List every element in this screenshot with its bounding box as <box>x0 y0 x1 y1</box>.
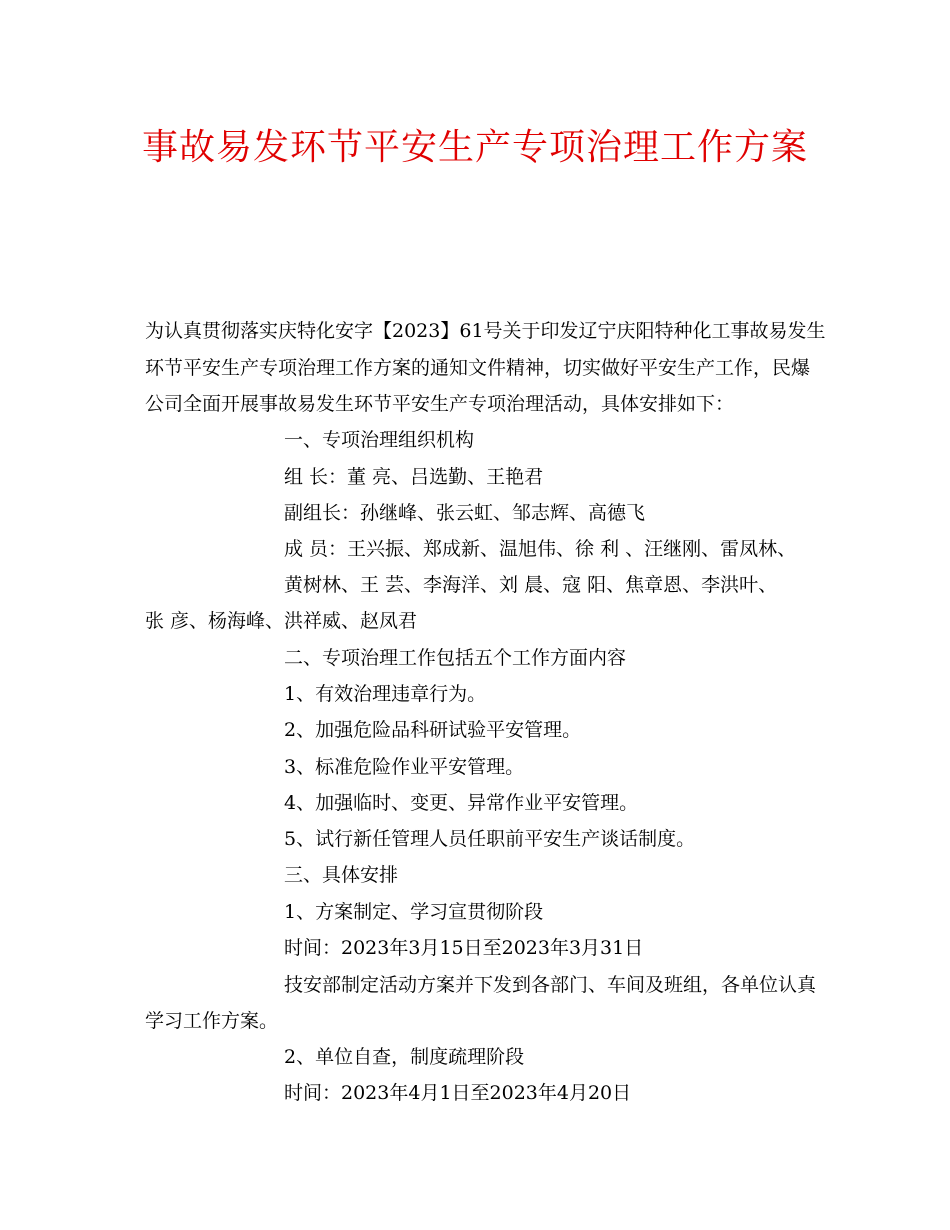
phase-2-heading: 2、单位自查，制度疏理阶段 <box>284 1046 525 1068</box>
section-heading-organization: 一、专项治理组织机构 <box>284 429 475 451</box>
group-leader-line: 组 长：董 亮、吕选勤、王艳君 <box>284 466 544 488</box>
phase-1-heading: 1、方案制定、学习宣贯彻阶段 <box>284 901 544 923</box>
work-item-5: 5、试行新任管理人员任职前平安生产谈话制度。 <box>284 828 696 850</box>
phase-1-time: 时间：2023年3月15日至2023年3月31日 <box>284 937 644 959</box>
phase-1-desc-line-2: 学习工作方案。 <box>145 1010 279 1032</box>
members-line-2: 黄树林、王 芸、李海洋、刘 晨、寇 阳、焦章恩、李洪叶、 <box>284 574 778 596</box>
work-item-2: 2、加强危险品科研试验平安管理。 <box>284 719 582 741</box>
work-item-3: 3、标准危险作业平安管理。 <box>284 756 525 778</box>
intro-line-3: 公司全面开展事故易发生环节平安生产专项治理活动，具体安排如下： <box>145 393 735 415</box>
work-item-1: 1、有效治理违章行为。 <box>284 683 487 705</box>
intro-line-1: 为认真贯彻落实庆特化安字【2023】61号关于印发辽宁庆阳特种化工事故易发生 <box>145 320 826 342</box>
document-title: 事故易发环节平安生产专项治理工作方案 <box>141 127 808 168</box>
phase-2-time: 时间：2023年4月1日至2023年4月20日 <box>284 1082 632 1104</box>
phase-1-desc-line-1: 技安部制定活动方案并下发到各部门、车间及班组，各单位认真 <box>284 974 817 996</box>
intro-line-2: 环节平安生产专项治理工作方案的通知文件精神，切实做好平安生产工作，民爆 <box>145 357 811 379</box>
members-line-3: 张 彦、杨海峰、洪祥威、赵凤君 <box>145 610 418 632</box>
section-heading-work-aspects: 二、专项治理工作包括五个工作方面内容 <box>284 647 627 669</box>
section-heading-arrangement: 三、具体安排 <box>284 864 399 886</box>
members-line-1: 成 员：王兴振、郑成新、温旭伟、徐 利 、汪继刚、雷凤林、 <box>284 538 797 560</box>
deputy-leader-line: 副组长：孙继峰、张云虹、邹志辉、高德飞 <box>284 502 646 524</box>
work-item-4: 4、加强临时、变更、异常作业平安管理。 <box>284 792 639 814</box>
